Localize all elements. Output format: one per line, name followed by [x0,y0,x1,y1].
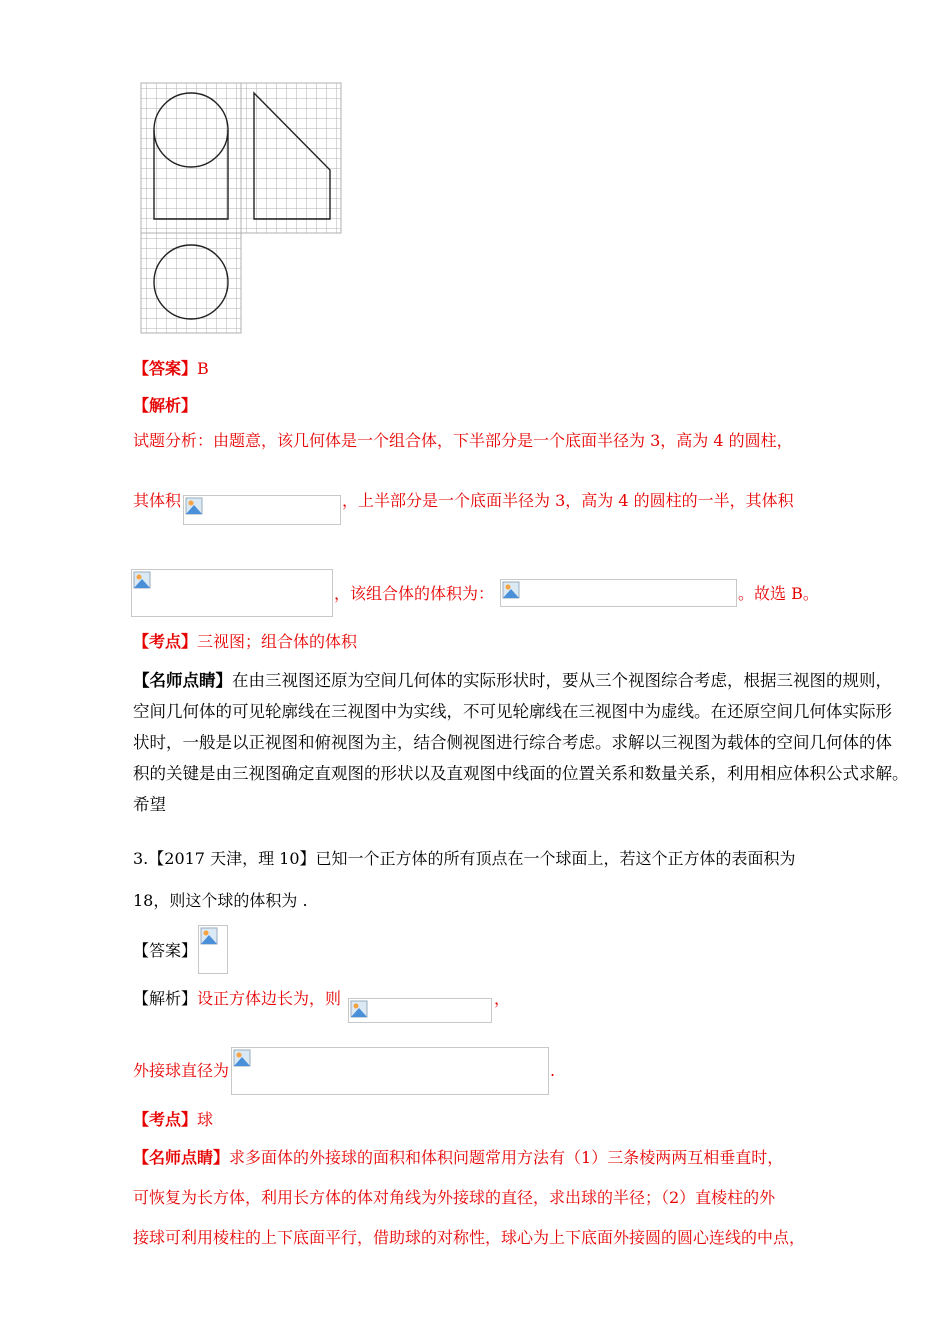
broken-image-icon [185,497,203,515]
mingshi3-line2: 可恢复为长方体，利用长方体的体对角线为外接球的直径，求出球的半径；（2）直棱柱的外 [133,1188,776,1207]
broken-image-icon [502,581,520,599]
mingshi3-line1 [133,1147,783,1169]
three-view-figure [136,78,346,336]
analysis1-line3a: ，该组合体的体积为： [334,584,495,603]
kaodian3-label: 【考点】 [133,1110,198,1129]
formula-image-4 [348,998,492,1023]
formula-image-3 [500,579,737,607]
mingshi1-line2: 空间几何体的可见轮廓线在三视图中为实线，不可见轮廓线在三视图中为虚线。在还原空间几何体实际形 [133,702,892,721]
answer1-label: 【答案】 [133,359,198,378]
analysis1-line2b: ，上半部分是一个底面半径为 3，高为 4 的圆柱的一半，其体积 [342,491,794,510]
question3-line2: 18，则这个球的体积为 . [133,891,308,910]
analysis1-line3b: 。故选 B。 [738,584,819,603]
formula-image-1 [183,495,341,525]
mingshi3-text1: 求多面体的外接球的面积和体积问题常用方法有（1）三条棱两两互相垂直时， [229,1148,784,1167]
question3-line1: 3.【2017 天津，理 10】已知一个正方体的所有顶点在一个球面上，若这个正方体的表面积为 [133,849,796,868]
mingshi3-line3: 接球可利用棱柱的上下底面平行，借助球的对称性，球心为上下底面外接圆的圆心连线的中点， [133,1228,806,1247]
formula-image-5 [231,1047,549,1095]
mingshi1-line4: 积的关键是由三视图确定直观图的形状以及直观图中线面的位置关系和数量关系，利用相应体积公式求解。 [133,764,909,783]
analysis1-line2a: 其体积 [133,491,182,510]
mingshi1-line5: 希望 [133,795,166,814]
answer3-label: 【答案】 [133,941,198,960]
side-view-grid [241,83,341,233]
answer1-line [133,358,209,380]
analysis3-line2: 外接球直径为 [133,1061,230,1080]
kaodian1-value: 三视图；组合体的体积 [197,632,358,651]
mingshi3-label: 【名师点睛】 [133,1148,230,1167]
mingshi1-label: 【名师点睛】 [133,671,232,690]
front-view-grid [141,83,241,233]
analysis3-text1: 设正方体边长为，则 [197,989,342,1008]
kaodian3-line [133,1109,213,1131]
top-view-grid [141,233,241,333]
kaodian1-label: 【考点】 [133,632,198,651]
analysis1-label: 【解析】 [133,396,198,415]
formula-image-2 [131,569,333,617]
mingshi1-line1 [133,670,892,692]
answer1-value: B [197,359,209,378]
analysis1-line1: 试题分析：由题意，该几何体是一个组合体，下半部分是一个底面半径为 3，高为 4 的圆柱， [133,431,793,450]
broken-image-icon [200,927,218,945]
mingshi1-text1: 在由三视图还原为空间几何体的实际形状时，要从三个视图综合考虑，根据三视图的规则， [232,671,892,690]
analysis3-label: 【解析】 [133,989,198,1008]
broken-image-icon [350,1000,368,1018]
analysis3-line2-end: . [550,1061,556,1080]
kaodian3-value: 球 [197,1110,214,1129]
answer3-image [198,925,228,974]
mingshi1-line3: 状时，一般是以正视图和俯视图为主，结合侧视图进行综合考虑。求解以三视图为载体的空间几何体的体 [133,733,892,752]
broken-image-icon [133,571,151,589]
analysis3-line1-end: ， [494,989,511,1008]
analysis3-line1 [133,988,341,1010]
broken-image-icon [233,1049,251,1067]
kaodian1-line [133,631,357,653]
